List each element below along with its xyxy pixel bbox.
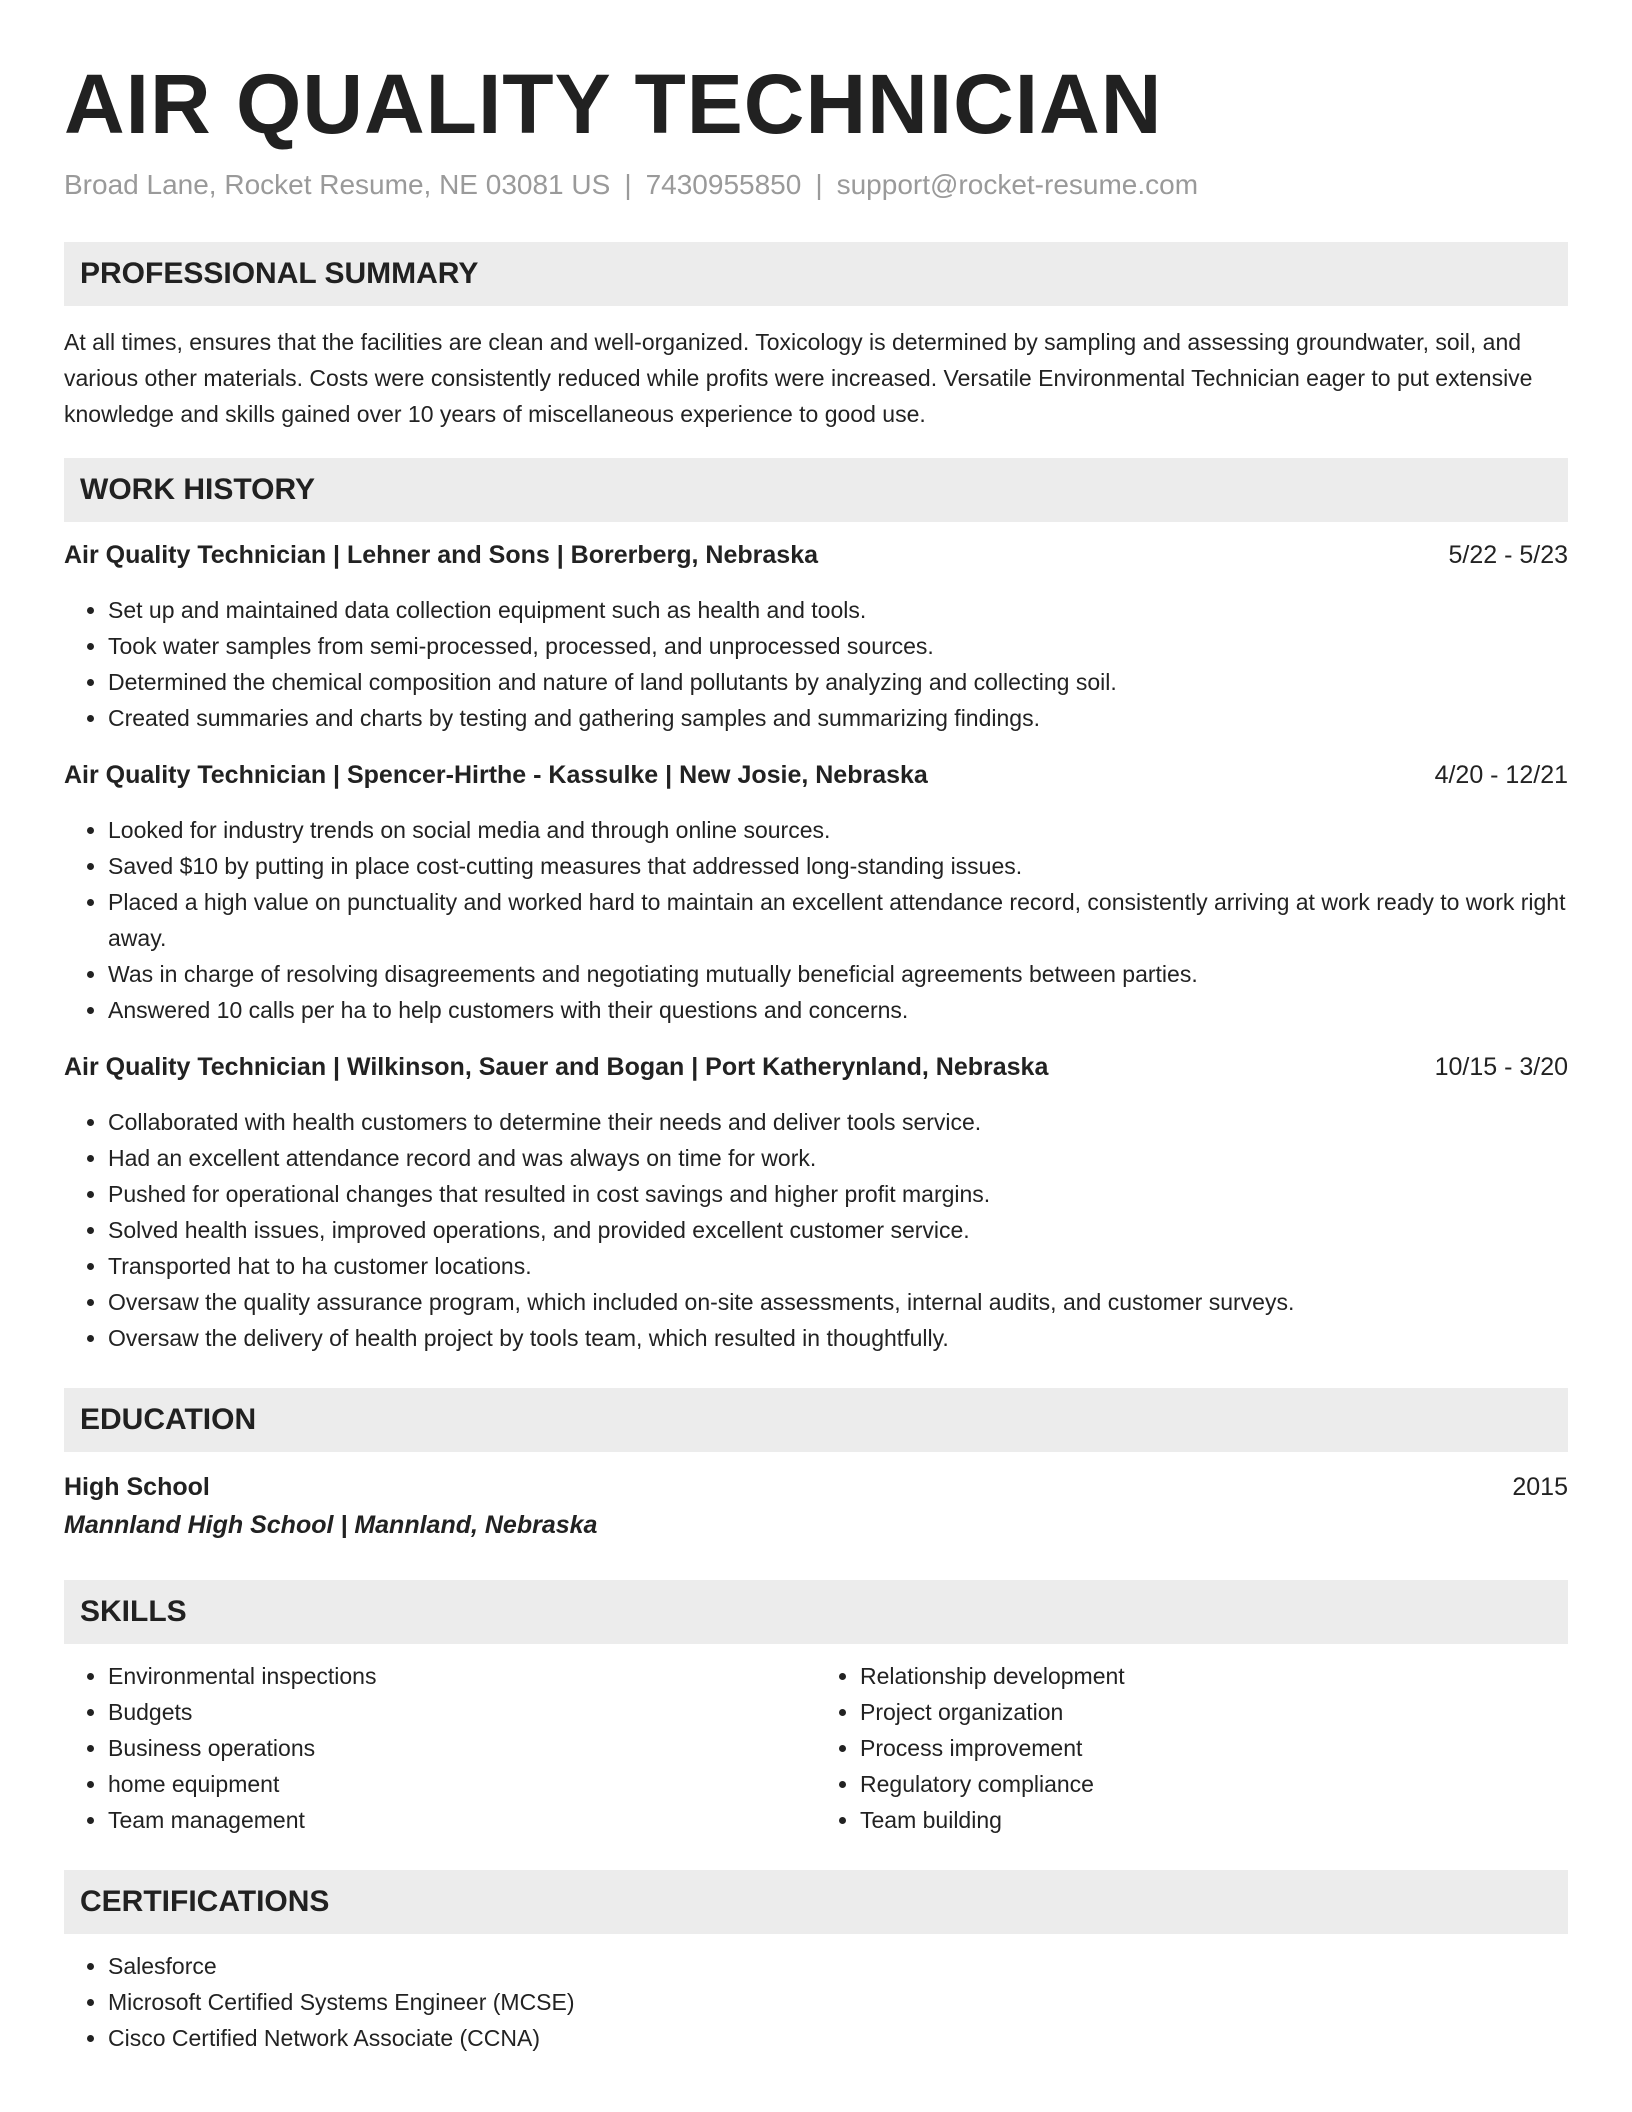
education-entry	[64, 1468, 1568, 1544]
job-bullet: • Oversaw the delivery of health project by tools team, which resulted in thoughtfully.	[108, 1320, 1568, 1356]
education-school: Mannland High School | Mannland, Nebraska	[64, 1511, 598, 1539]
job-bullet: • Transported hat to ha customer locations.	[108, 1248, 1568, 1284]
skill-item: • home equipment	[108, 1766, 816, 1802]
job-bullet: • Had an excellent attendance record and was always on time for work.	[108, 1140, 1568, 1176]
skills-list	[64, 1658, 1568, 1838]
skill-item: • Team building	[860, 1802, 1568, 1838]
job-bullet: • Collaborated with health customers to determine their needs and deliver tools service.	[108, 1104, 1568, 1140]
summary-heading: PROFESSIONAL SUMMARY	[64, 242, 1568, 306]
skills-column-right	[816, 1658, 1568, 1838]
job-title: Air Quality Technician | Wilkinson, Sauer and Bogan | Port Katherynland, Nebraska	[64, 1053, 1049, 1081]
skill-item: • Relationship development	[860, 1658, 1568, 1694]
job-dates: 10/15 - 3/20	[1434, 1053, 1568, 1081]
job-bullet: • Oversaw the quality assurance program, which included on-site assessments, internal audits, and customer surveys.	[108, 1284, 1568, 1320]
contact-address: Broad Lane, Rocket Resume, NE 03081 US	[64, 169, 611, 200]
education-heading: EDUCATION	[64, 1388, 1568, 1452]
contact-separator: |	[624, 169, 632, 200]
education-degree: High School	[64, 1473, 210, 1501]
job-bullet: • Pushed for operational changes that resulted in cost savings and higher profit margins.	[108, 1176, 1568, 1212]
job-bullet: • Answered 10 calls per ha to help customers with their questions and concerns.	[108, 992, 1568, 1028]
job-dates: 5/22 - 5/23	[1448, 541, 1568, 569]
job-entry	[64, 538, 1568, 736]
job-title: Air Quality Technician | Spencer-Hirthe - Kassulke | New Josie, Nebraska	[64, 761, 928, 789]
job-bullet: • Determined the chemical composition and nature of land pollutants by analyzing and collecting soil.	[108, 664, 1568, 700]
certification-item: • Microsoft Certified Systems Engineer (MCSE)	[108, 1984, 1568, 2020]
skill-item: • Process improvement	[860, 1730, 1568, 1766]
certification-item: • Cisco Certified Network Associate (CCNA)	[108, 2020, 1568, 2056]
job-bullet: • Took water samples from semi-processed, processed, and unprocessed sources.	[108, 628, 1568, 664]
certifications-list	[64, 1948, 1568, 2056]
summary-text: At all times, ensures that the facilities are clean and well-organized. Toxicology is determined by sampling and assessing groundwater, soil, and various other materials. Costs were consistently reduced while profits were increased. Versatile Environmental Technician eager to put extensive knowledge and skills gained over 10 years of miscellaneous experience to good use.	[64, 329, 1533, 427]
skills-heading: SKILLS	[64, 1580, 1568, 1644]
job-bullets	[64, 1104, 1568, 1356]
resume-page	[64, 0, 1568, 2056]
skill-item: • Project organization	[860, 1694, 1568, 1730]
job-bullet: • Saved $10 by putting in place cost-cutting measures that addressed long-standing issues.	[108, 848, 1568, 884]
job-bullet: • Set up and maintained data collection equipment such as health and tools.	[108, 592, 1568, 628]
contact-email: support@rocket-resume.com	[836, 169, 1199, 200]
skills-column-left	[64, 1658, 816, 1838]
skill-item: • Budgets	[108, 1694, 816, 1730]
skill-item: • Environmental inspections	[108, 1658, 816, 1694]
work-history-heading: WORK HISTORY	[64, 458, 1568, 522]
job-bullet: • Solved health issues, improved operations, and provided excellent customer service.	[108, 1212, 1568, 1248]
job-title: Air Quality Technician | Lehner and Sons | Borerberg, Nebraska	[64, 541, 819, 569]
job-bullet: • Placed a high value on punctuality and worked hard to maintain an excellent attendance record, consistently arriving at work ready to work right away.	[108, 884, 1568, 956]
job-entry	[64, 758, 1568, 1028]
contact-phone: 7430955850	[645, 169, 802, 200]
job-bullet: • Was in charge of resolving disagreements and negotiating mutually beneficial agreements between parties.	[108, 956, 1568, 992]
job-bullets	[64, 812, 1568, 1028]
skill-item: • Business operations	[108, 1730, 816, 1766]
certification-item: • Salesforce	[108, 1948, 1568, 1984]
job-bullet: • Looked for industry trends on social media and through online sources.	[108, 812, 1568, 848]
skill-item: • Team management	[108, 1802, 816, 1838]
job-bullets	[64, 592, 1568, 736]
resume-name: AIR QUALITY TECHNICIAN	[64, 57, 1163, 151]
contact-separator: |	[815, 169, 823, 200]
job-entry	[64, 1050, 1568, 1356]
job-dates: 4/20 - 12/21	[1434, 761, 1568, 789]
education-year: 2015	[1512, 1473, 1568, 1501]
contact-line	[64, 168, 1568, 202]
skill-item: • Regulatory compliance	[860, 1766, 1568, 1802]
job-bullet: • Created summaries and charts by testing and gathering samples and summarizing findings.	[108, 700, 1568, 736]
certifications-heading: CERTIFICATIONS	[64, 1870, 1568, 1934]
